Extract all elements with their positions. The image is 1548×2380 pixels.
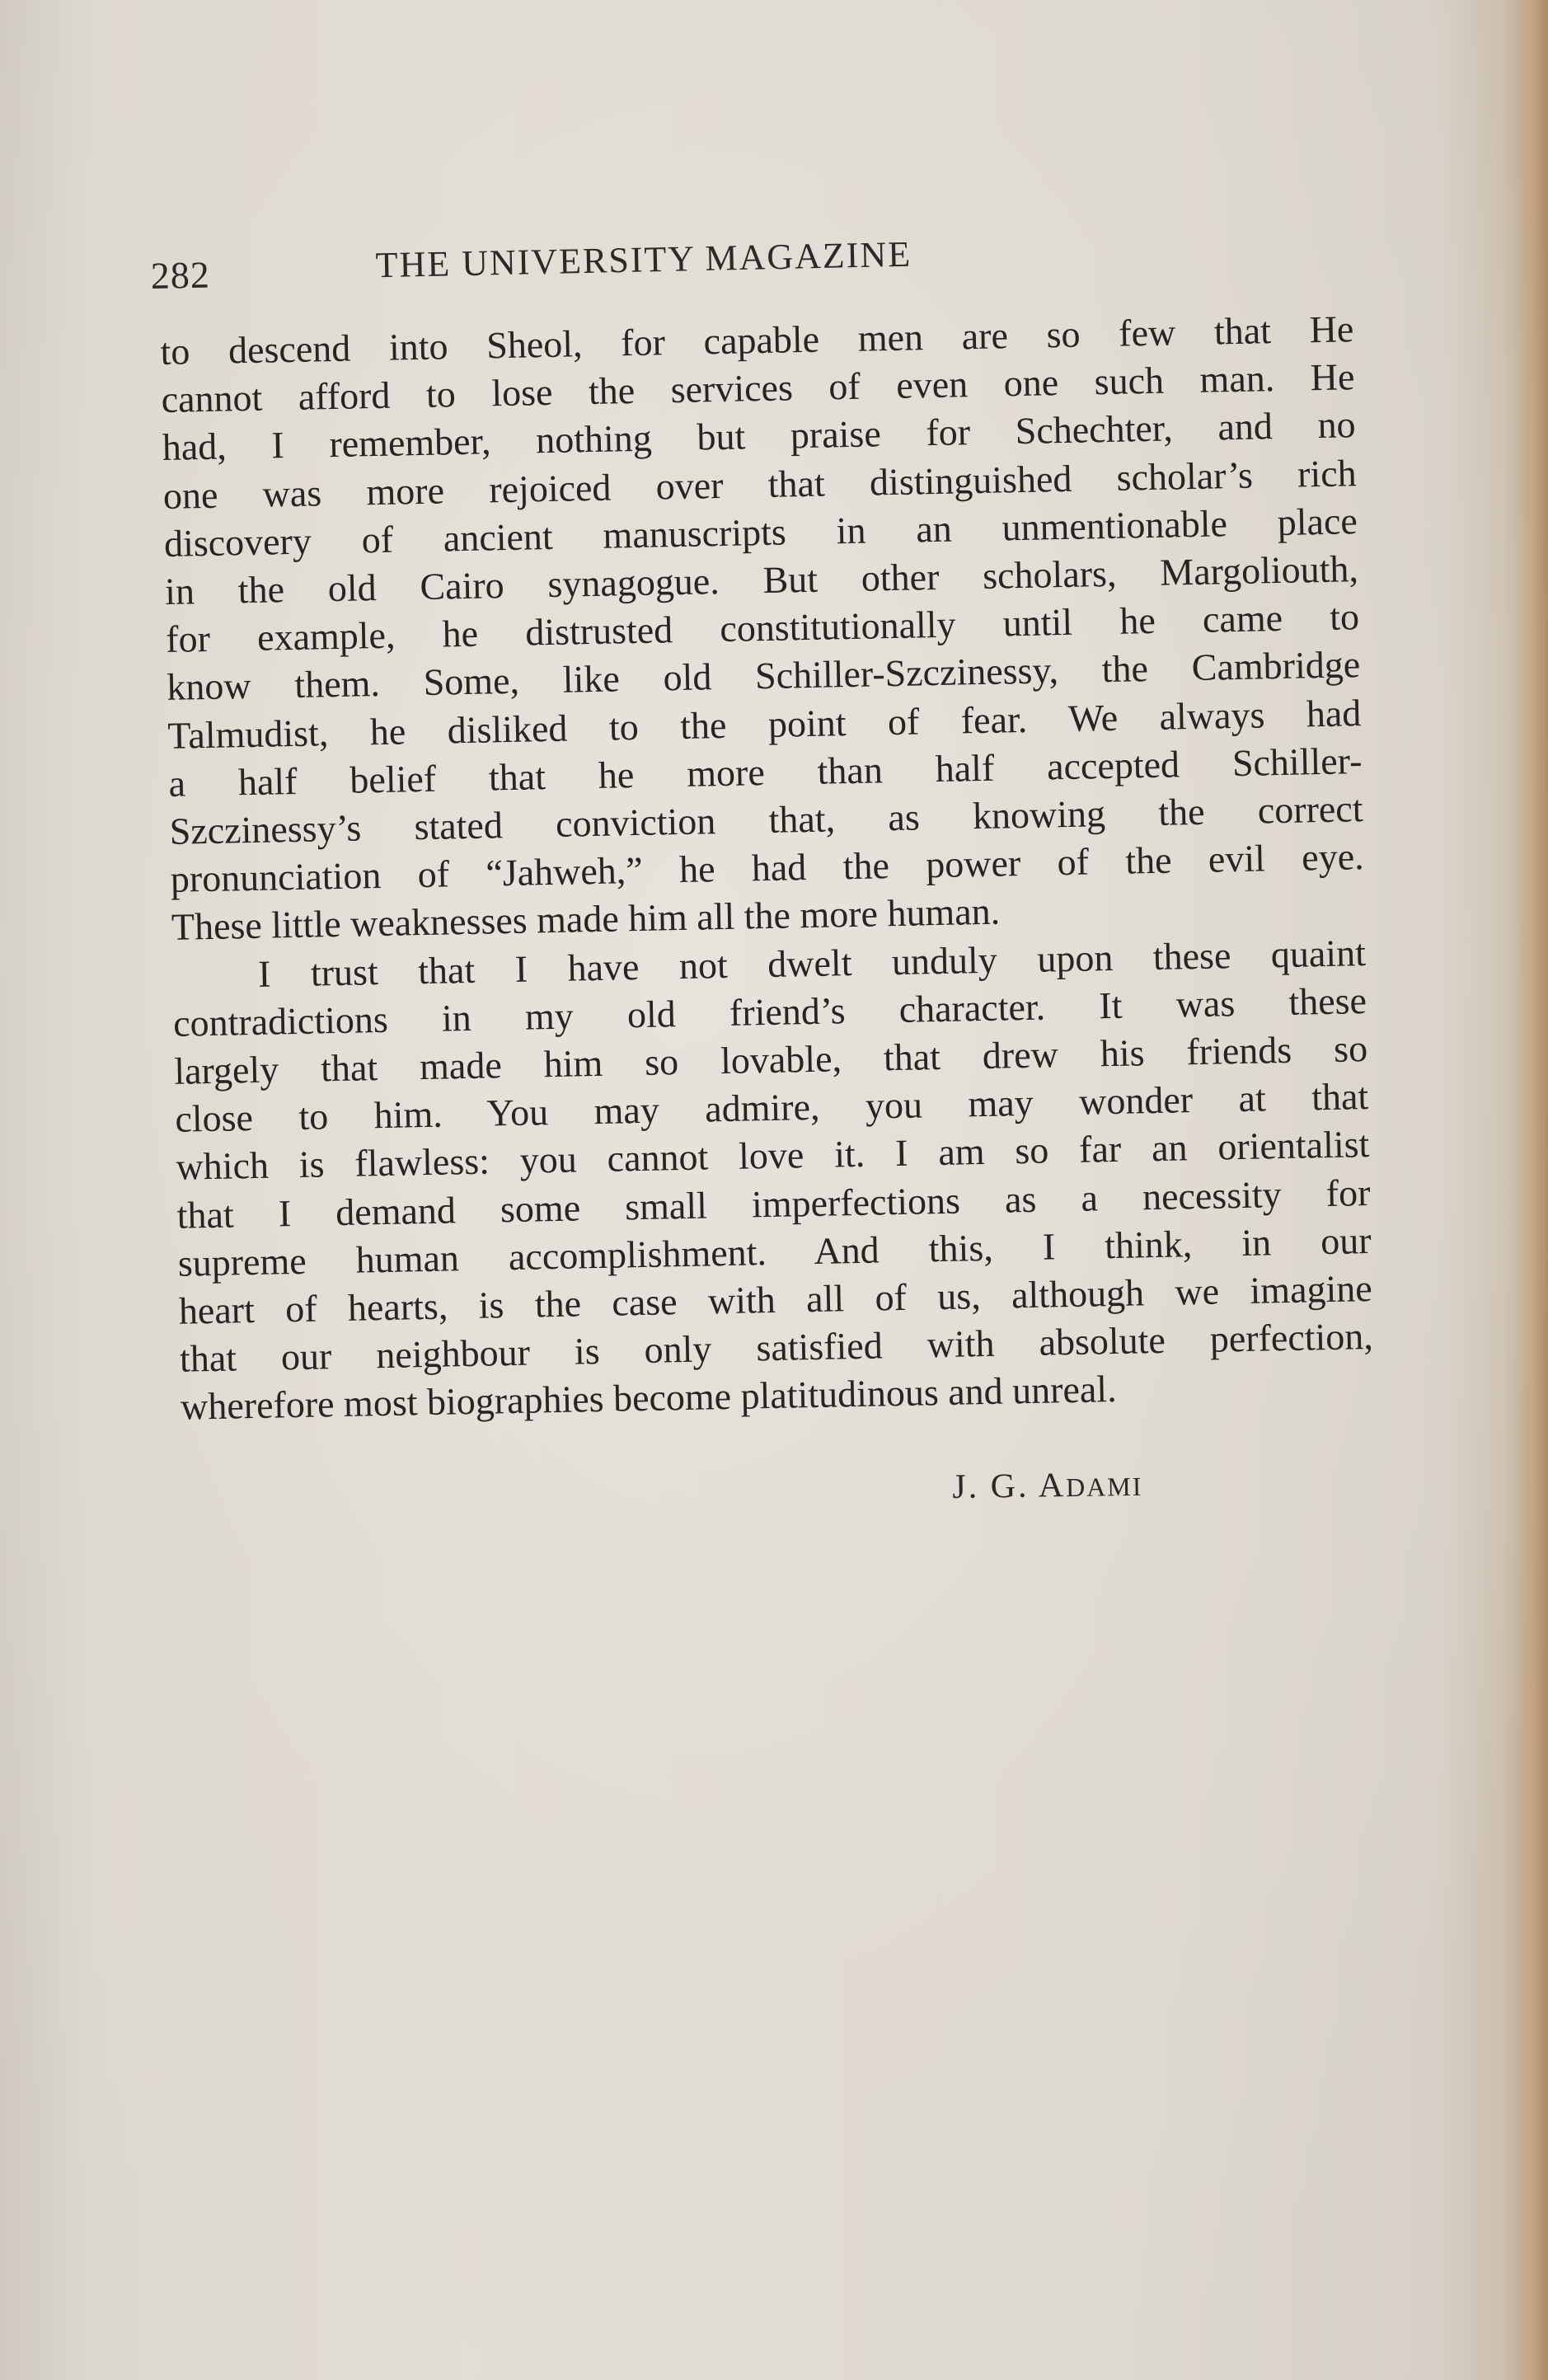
running-title: THE UNIVERSITY MAGAZINE (375, 233, 912, 286)
page-header (150, 223, 1041, 297)
text-line: heart of hearts, is the case with all of us, although we imagine (178, 1267, 1373, 1332)
page-edge-shadow (1515, 0, 1548, 2380)
text-line: that our neighbour is only satisfied with absolute perfection, (179, 1315, 1374, 1381)
text-line: to descend into Sheol, for capable men are so few that He (160, 307, 1354, 373)
author-surname: DAMI (1065, 1471, 1143, 1503)
text-line: that I demand some small imperfections as a necessity for (176, 1171, 1371, 1237)
text-line: I trust that I have not dwelt unduly upon these quaint (257, 931, 1367, 995)
text-line: pronunciation of “Jahweh,” he had the power of the evil eye. (170, 835, 1365, 901)
paragraph-2 (172, 929, 1375, 1432)
text-line: discovery of ancient manuscripts in an unmentionable place (163, 499, 1358, 565)
text-line: cannot afford to lose the services of even one such man. He (161, 355, 1355, 421)
text-line: supreme human accomplishment. And this, I think, in our (177, 1218, 1372, 1284)
text-line: for example, he distrusted constitutionally until he came to (165, 595, 1360, 661)
text-line: wherefore most biographies become platitudinous and unreal. (180, 1368, 1118, 1429)
author-signature (952, 1465, 1143, 1507)
text-line: in the old Cairo synagogue. But other scholars, Margoliouth, (164, 547, 1359, 613)
page-number: 282 (150, 253, 211, 297)
text-line: Talmudist, he disliked to the point of fear. We always had (167, 691, 1362, 757)
text-line: one was more rejoiced over that distinguished scholar’s rich (162, 451, 1358, 517)
author-initials: J. G. A (952, 1467, 1067, 1506)
article-body (160, 305, 1374, 1431)
text-line: had, I remember, nothing but praise for Schechter, and no (162, 403, 1357, 469)
text-line: know them. Some, like old Schiller-Szczinessy, the Cambridge (166, 643, 1361, 709)
text-line: contradictions in my old friend’s character. It was these (172, 979, 1367, 1044)
text-line: Szczinessy’s stated conviction that, as knowing the correct (169, 787, 1363, 852)
text-line: close to him. You may admire, you may wonder at that (174, 1075, 1369, 1141)
text-line: which is flawless: you cannot love it. I am so far an orientalist (176, 1123, 1370, 1189)
text-line: a half belief that he more than half accepted Schiller- (168, 739, 1363, 805)
paragraph-1 (160, 305, 1365, 951)
text-line: These little weaknesses made him all the more human. (171, 890, 1001, 949)
text-line: largely that made him so lovable, that drew his friends so (173, 1027, 1368, 1092)
